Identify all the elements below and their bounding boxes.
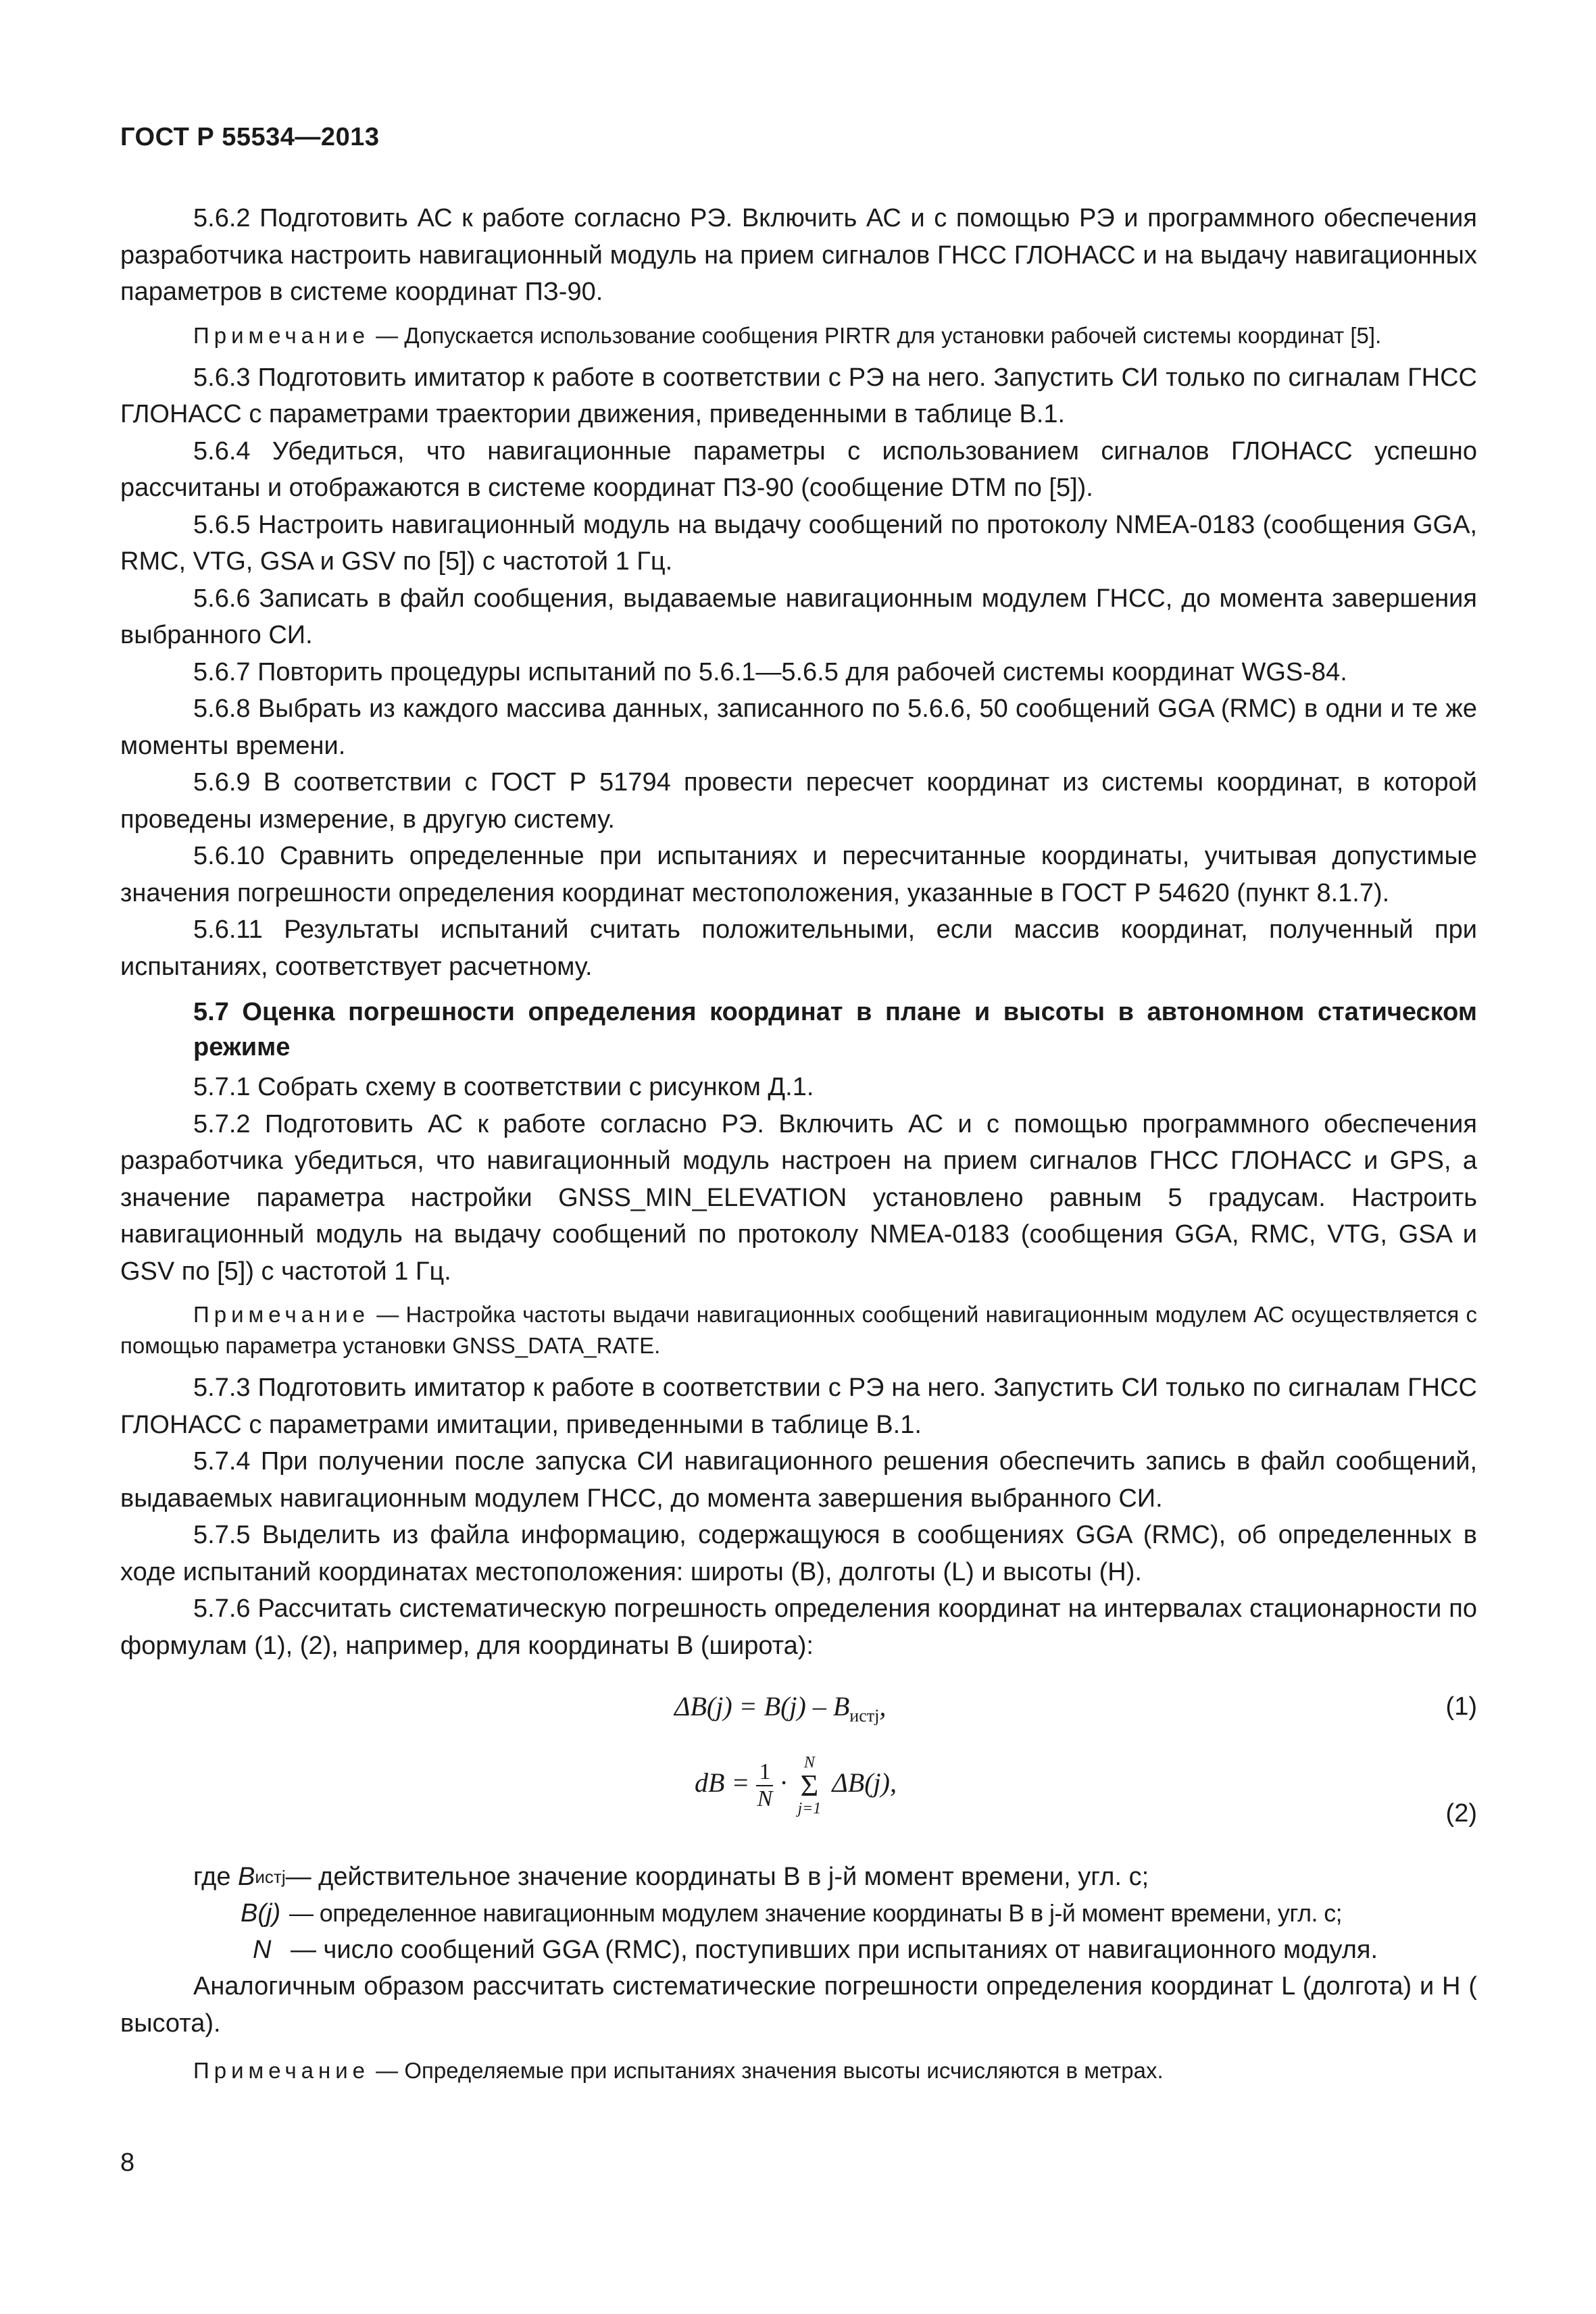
formula-1 [120, 1664, 1477, 1744]
definition-b-ist: где B истj — действительное значение координаты B в j-й момент времени, угл. с; [193, 1863, 1149, 1891]
fraction: $\frac{1}{N}$ [757, 1759, 773, 1811]
paragraph-5-7-2: 5.7.2 Подготовить АС к работе согласно РЭ. Включить АС и с помощью программного обеспечения разработчика убедиться, что навигационный модуль настроен на прием сигналов ГНСС ГЛОНАСС и GPS, а значение параметра настройки GNSS_MIN_ELEVATION установлено равным 5 градусам. Настроить навигационный модуль на выдачу сообщений по протоколу NMEA-0183 (сообщения GGA, RMC, VTG, GSA и GSV по [5]) с частотой 1 Гц. [120, 1109, 1477, 1286]
formula-2 [120, 1744, 1477, 1859]
note-label: Примечание [193, 322, 370, 348]
note-3 [120, 2055, 1477, 2086]
note-label: Примечание [193, 2058, 370, 2083]
variable-definitions [120, 1859, 1477, 1968]
page-number: 8 [120, 2148, 135, 2177]
paragraph-5-6-5: 5.6.5 Настроить навигационный модуль на выдачу сообщений по протоколу NMEA-0183 (сообщения GGA, RMC, VTG, GSA и GSV по [5]) с частотой 1 Гц. [120, 510, 1477, 576]
paragraph-5-6-4: 5.6.4 Убедиться, что навигационные параметры с использованием сигналов ГЛОНАСС успешно рассчитаны и отображаются в системе координат ПЗ-90 (сообщение DTM по [5]). [120, 436, 1477, 502]
definition-b-j: B(j) — определенное навигационным модулем значение координаты B в j-й момент времени, угл. с; [241, 1899, 1343, 1928]
section-heading-5-7: 5.7 Оценка погрешности определения координат в плане и высоты в автономном статическом режиме [193, 998, 1477, 1061]
note-text: — Настройка частоты выдачи навигационных сообщений навигационным модулем АС осуществляется с помощью параметра установки GNSS_DATA_RATE. [120, 1302, 1477, 1358]
document-header: ГОСТ Р 55534—2013 [120, 123, 380, 151]
paragraph-5-6-7: 5.6.7 Повторить процедуры испытаний по 5.6.1—5.6.5 для рабочей системы координат WGS-84. [193, 657, 1347, 686]
formula-1-number: (1) [1445, 1692, 1477, 1721]
paragraph-5-6-8: 5.6.8 Выбрать из каждого массива данных, записанного по 5.6.6, 50 сообщений GGA (RMC) в одни и те же моменты времени. [120, 695, 1477, 760]
definition-n: N — число сообщений GGA (RMC), поступивших при испытаниях от навигационного модуля. [253, 1936, 1378, 1964]
paragraph-5-6-2: 5.6.2 Подготовить АС к работе согласно РЭ. Включить АС и с помощью РЭ и программного обеспечения разработчика настроить навигационный модуль на прием сигналов ГНСС ГЛОНАСС и на выдачу навигационных параметров в системе координат ПЗ-90. [120, 204, 1477, 306]
paragraph-5-6-10: 5.6.10 Сравнить определенные при испытаниях и пересчитанные координаты, учитывая допустимые значения погрешности определения координат местоположения, указанные в ГОСТ Р 54620 (пункт 8.1.7). [120, 842, 1477, 907]
note-text: — Определяемые при испытаниях значения высоты исчисляются в метрах. [370, 2058, 1164, 2083]
paragraph-5-7-6: 5.7.6 Рассчитать систематическую погрешность определения координат на интервалах стационарности по формулам (1), (2), например, для координаты B (широта): [120, 1594, 1477, 1660]
paragraph-5-6-9: 5.6.9 В соответствии с ГОСТ Р 51794 провести пересчет координат из системы координат, в которой проведены измерение, в другую систему. [120, 768, 1477, 834]
note-label: Примечание [193, 1302, 370, 1327]
paragraph-analog: Аналогичным образом рассчитать систематические погрешности определения координат L (долгота) и H ( высота). [120, 1972, 1477, 2038]
summation: N Σ j=1 [797, 1754, 822, 1817]
paragraph-5-7-5: 5.7.5 Выделить из файла информацию, содержащуюся в сообщениях GGA (RMC), об определенных в ходе испытаний координатах местоположения: широты (B), долготы (L) и высоты (H). [120, 1521, 1477, 1586]
formula-1-expression: $\Delta B(j) = B(j) - B_{истj}$, [674, 1691, 887, 1726]
formula-2-number: (2) [1445, 1799, 1477, 1828]
paragraph-5-6-6: 5.6.6 Записать в файл сообщения, выдаваемые навигационным модулем ГНСС, до момента завершения выбранного СИ. [120, 584, 1477, 649]
paragraph-5-7-4: 5.7.4 При получении после запуска СИ навигационного решения обеспечить запись в файл сообщений, выдаваемых навигационным модулем ГНСС, до момента завершения выбранного СИ. [120, 1447, 1477, 1513]
paragraph-5-7-3: 5.7.3 Подготовить имитатор к работе в соответствии с РЭ на него. Запустить СИ только по сигналам ГНСС ГЛОНАСС с параметрами имитации, приведенными в таблице В.1. [120, 1374, 1477, 1439]
note-text: — Допускается использование сообщения PIRTR для установки рабочей системы координат [5]. [370, 322, 1382, 348]
formula-2-expression: dB = $\frac{1}{N}$ · N Σ j=1 ΔB(j), [695, 1754, 897, 1817]
paragraph-5-6-11: 5.6.11 Результаты испытаний считать положительными, если массив координат, полученный при испытаниях, соответствует расчетному. [120, 915, 1477, 981]
note-1 [120, 320, 1477, 351]
note-2 [120, 1299, 1477, 1361]
paragraph-5-7-1: 5.7.1 Собрать схему в соответствии с рисунком Д.1. [193, 1073, 814, 1101]
document-body [120, 200, 1477, 2094]
paragraph-5-6-3: 5.6.3 Подготовить имитатор к работе в соответствии с РЭ на него. Запустить СИ только по сигналам ГНСС ГЛОНАСС с параметрами траектории движения, приведенными в таблице В.1. [120, 363, 1477, 428]
